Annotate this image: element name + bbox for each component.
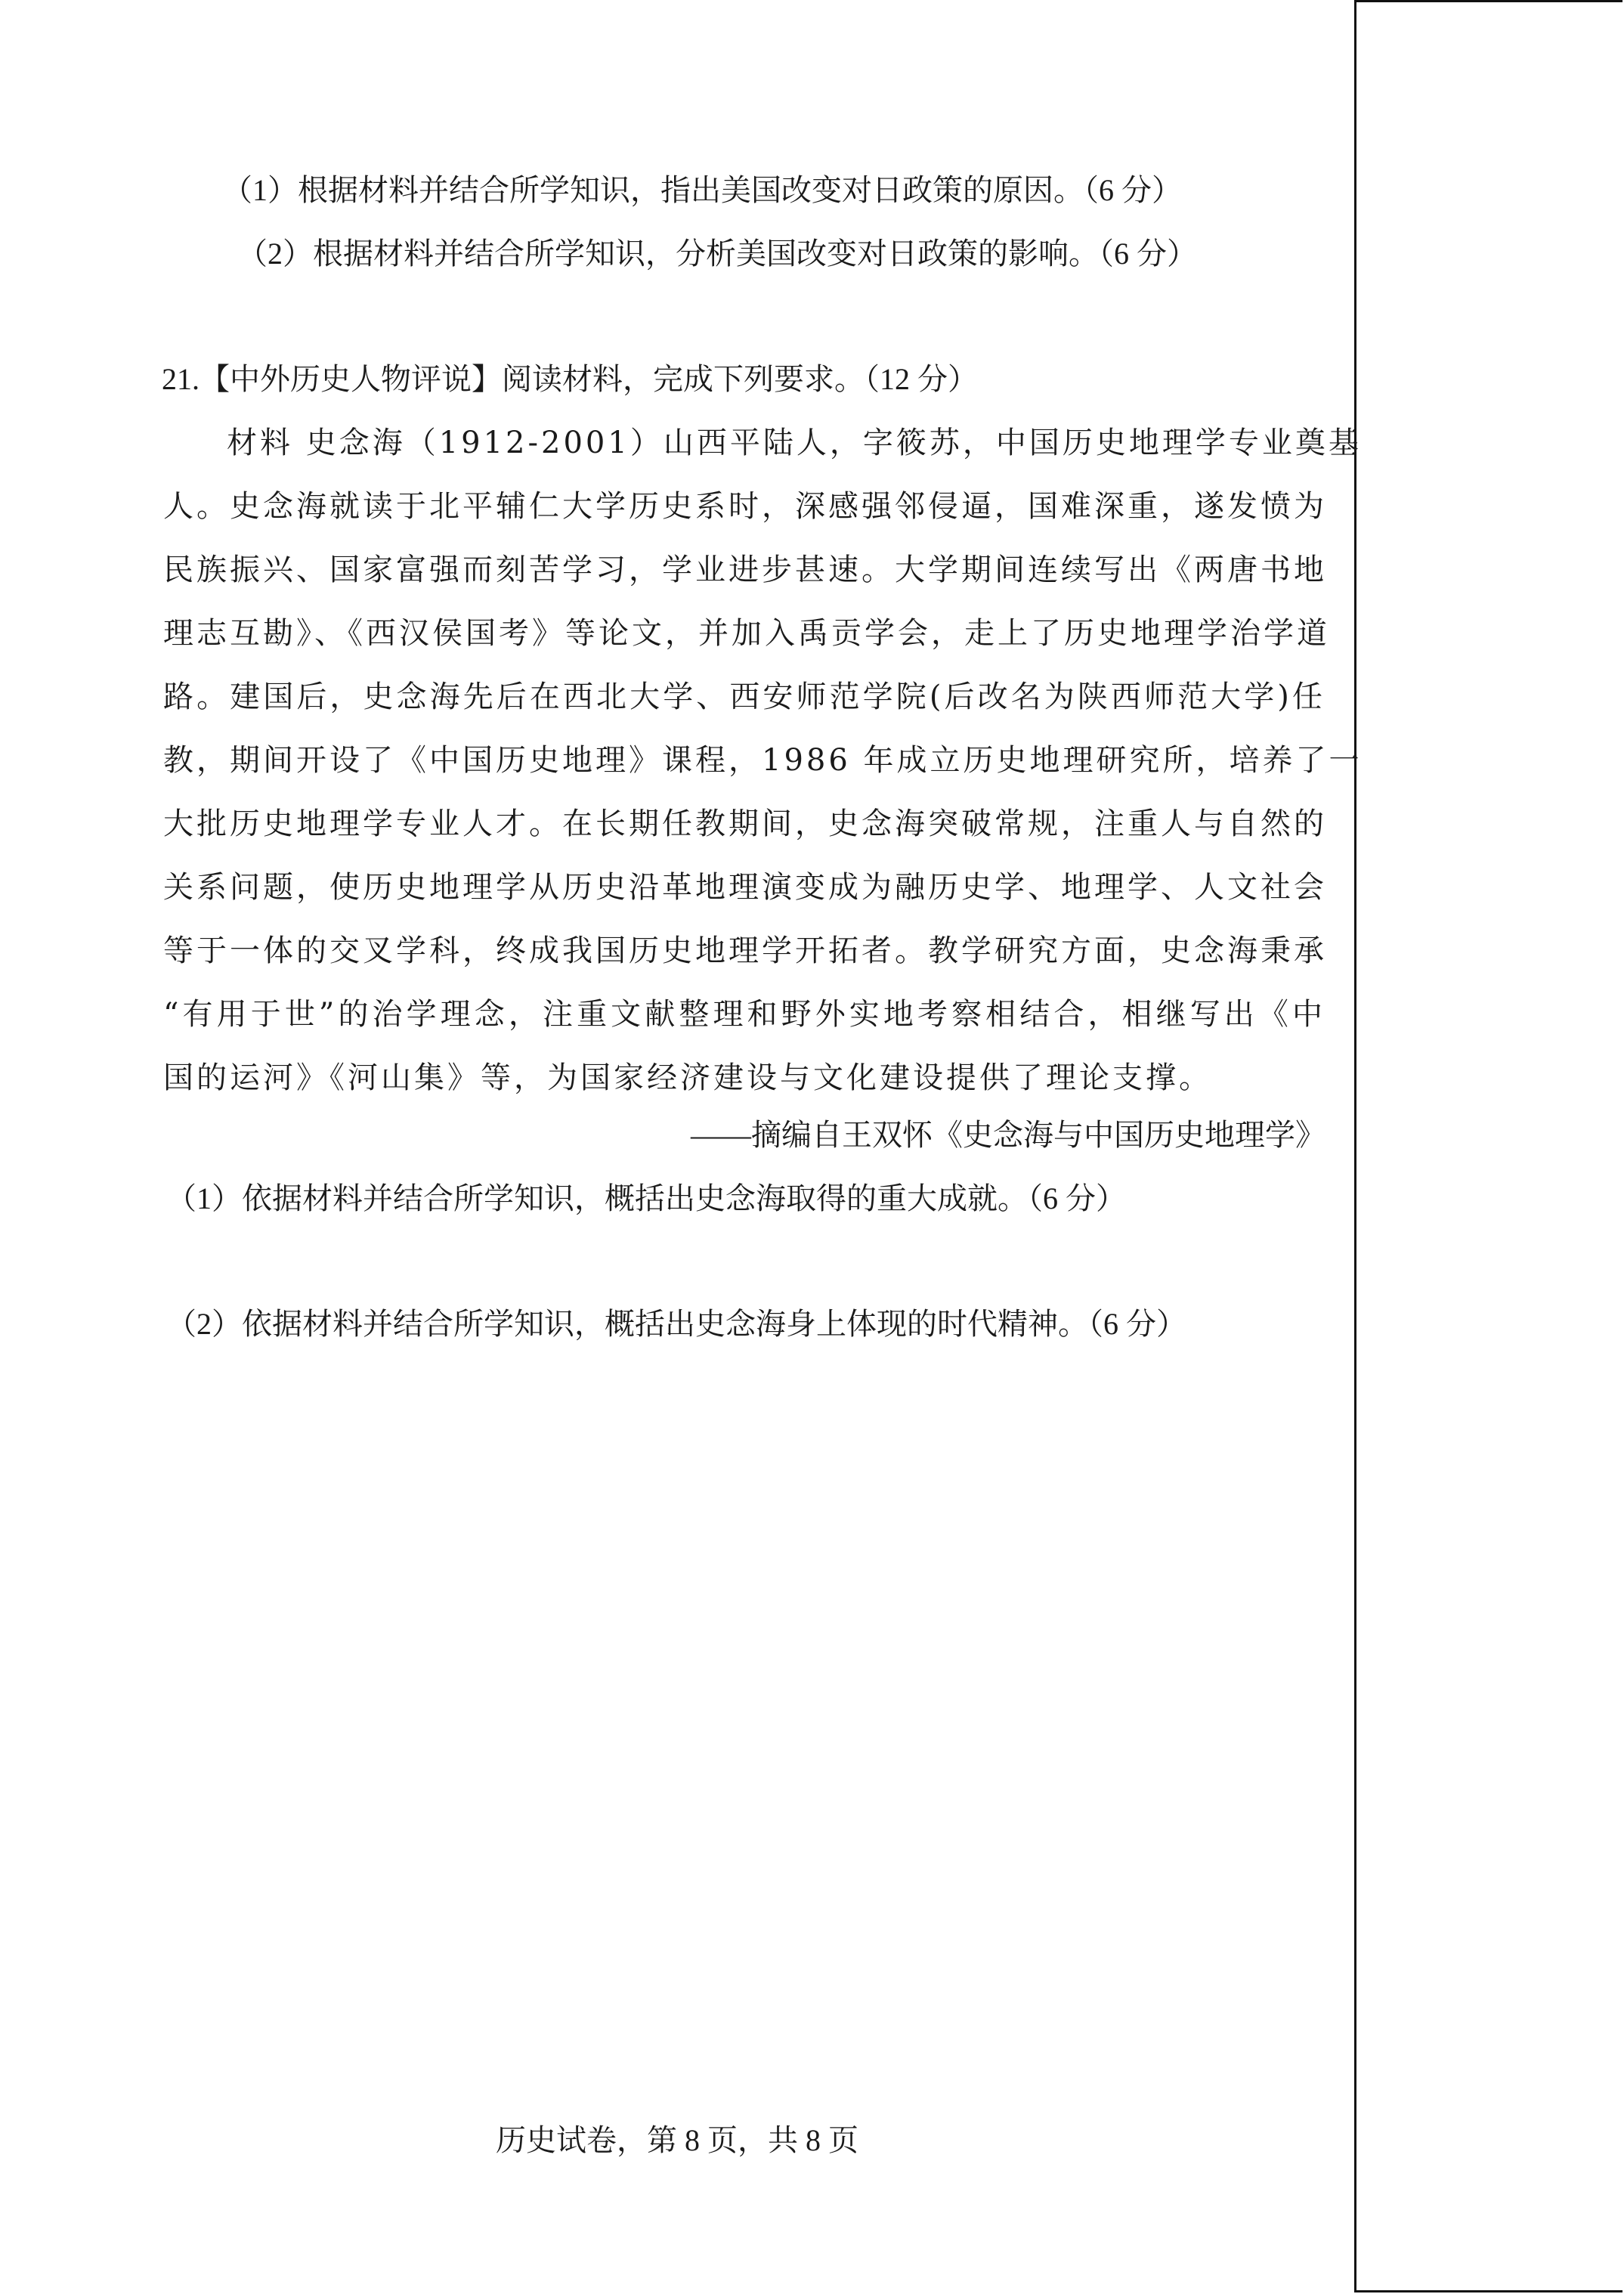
material-line: 国的运河》《河山集》等，为国家经济建设与文化建设提供了理论支撑。 [163, 1060, 1212, 1095]
material-line: 材料 史念海（1912-2001）山西平陆人，字筱苏，中国历史地理学专业奠基 [227, 426, 1362, 460]
prev-question-2: （2）根据材料并结合所学知识，分析美国改变对日政策的影响。（6 分） [237, 237, 1197, 271]
material-line: 等于一体的交叉学科，终成我国历史地理学开拓者。教学研究方面，史念海秉承 [163, 933, 1327, 968]
binding-margin-border [1354, 0, 1622, 2292]
material-line: 民族振兴、国家富强而刻苦学习，学业进步甚速。大学期间连续写出《两唐书地 [163, 553, 1327, 587]
material-line: 大批历史地理学专业人才。在长期任教期间，史念海突破常规，注重人与自然的 [163, 806, 1327, 841]
page-footer: 历史试卷，第 8 页，共 8 页 [496, 2123, 858, 2157]
question-21-title: 21.【中外历史人物评说】阅读材料，完成下列要求。（12 分） [162, 362, 978, 396]
question-21-part-2: （2）依据材料并结合所学知识，概括出史念海身上体现的时代精神。（6 分） [166, 1307, 1186, 1341]
material-line: 关系问题，使历史地理学从历史沿革地理演变成为融历史学、地理学、人文社会 [163, 870, 1327, 905]
material-line: 教，期间开设了《中国历史地理》课程，1986 年成立历史地理研究所，培养了一 [163, 743, 1363, 778]
material-line: “有用于世”的治学理念，注重文献整理和野外实地考察相结合，相继写出《中 [163, 997, 1325, 1032]
material-line: 路。建国后，史念海先后在西北大学、西安师范学院(后改名为陕西师范大学)任 [163, 680, 1325, 714]
question-21-part-1: （1）依据材料并结合所学知识，概括出史念海取得的重大成就。（6 分） [166, 1181, 1126, 1215]
material-line: 理志互勘》、《西汉侯国考》等论文，并加入禹贡学会，走上了历史地理学治学道 [163, 616, 1330, 651]
prev-question-1: （1）根据材料并结合所学知识，指出美国改变对日政策的原因。（6 分） [222, 173, 1182, 207]
material-line: 人。史念海就读于北平辅仁大学历史系时，深感强邻侵逼，国难深重，遂发愤为 [163, 489, 1327, 524]
material-source: ——摘编自王双怀《史念海与中国历史地理学》 [691, 1118, 1325, 1152]
